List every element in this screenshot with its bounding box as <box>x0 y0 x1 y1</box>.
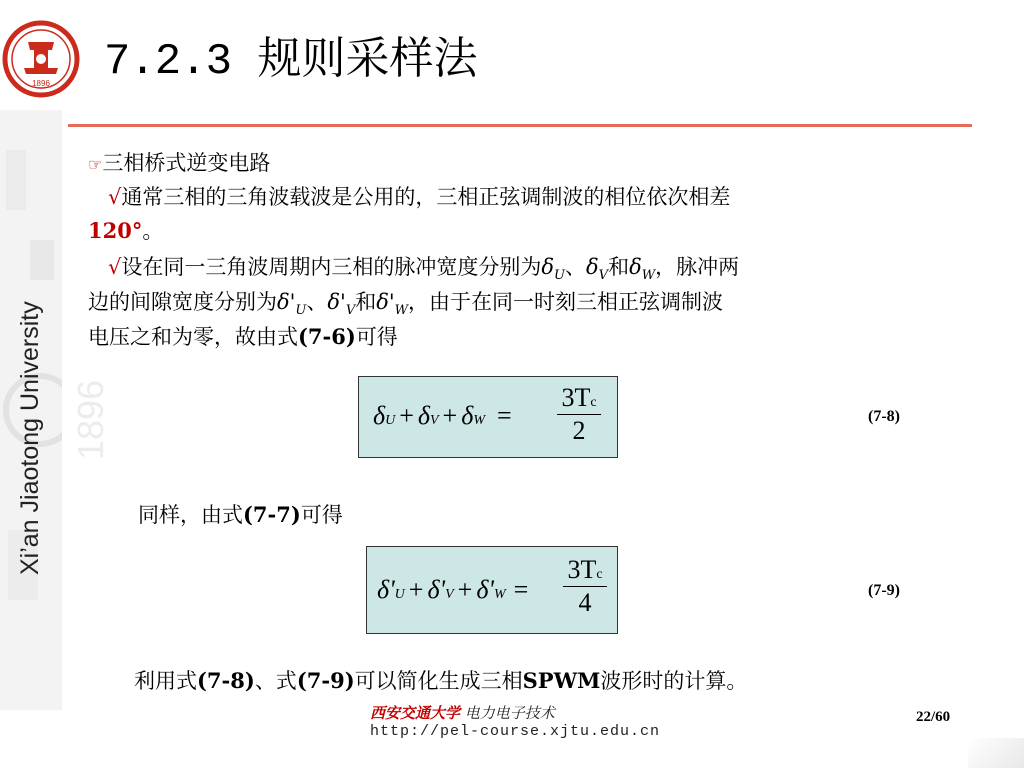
subscript-v: V <box>345 303 356 319</box>
paragraph-2-line-3 <box>88 320 398 354</box>
summary-text-a: 利用式 <box>134 669 197 693</box>
delta-prime-symbol: δ' <box>376 290 395 314</box>
subscript-u: U <box>295 303 307 319</box>
numerator-text: 3T <box>567 555 597 584</box>
delta-prime-symbol: δ' <box>327 290 346 314</box>
paragraph-1-end: 。 <box>142 219 164 243</box>
fraction-numerator <box>557 383 601 413</box>
same-text-a: 同样，由式 <box>138 503 243 527</box>
plus-sign: + <box>442 401 458 430</box>
watermark-year: 1896 <box>70 379 111 460</box>
separator: 、 <box>306 290 328 314</box>
corner-decoration <box>968 738 1024 768</box>
plus-sign: + <box>408 575 424 604</box>
spwm-term: SPWM <box>522 668 601 693</box>
delta-prime-symbol: δ' <box>427 575 446 604</box>
bullet-heading: 三相桥式逆变电路 <box>102 151 271 175</box>
pointing-hand-icon: ☞ <box>88 155 103 174</box>
same-derivation-line <box>138 498 343 532</box>
conjunction: 和 <box>608 255 630 279</box>
title-divider <box>68 124 972 127</box>
equation-reference: (7-7) <box>243 502 301 527</box>
delta-prime-symbol: δ' <box>377 575 395 604</box>
conjunction: 和 <box>355 290 377 314</box>
delta-symbol: δ <box>629 255 642 279</box>
numerator-subscript: c <box>596 567 603 582</box>
summary-text-b: 、式 <box>254 669 297 693</box>
paragraph-2-text-h: 可得 <box>355 325 398 349</box>
delta-symbol: δ <box>373 401 386 430</box>
paragraph-2-text-g: 电压之和为零，故由式 <box>88 325 298 349</box>
plus-sign: + <box>399 401 414 430</box>
fraction-numerator <box>563 555 607 585</box>
subscript-w: W <box>394 303 408 319</box>
footer-course-line <box>370 702 660 723</box>
check-icon: √ <box>108 255 122 279</box>
footer-school-name: 西安交通大学 <box>370 704 461 722</box>
subscript-v: V <box>598 268 609 284</box>
subscript-w: W <box>641 268 656 284</box>
university-name: Xi’an Jiaotong University <box>16 301 44 575</box>
fraction-bar <box>563 586 607 587</box>
paragraph-2-text-e: 边的间隙宽度分别为 <box>88 290 277 314</box>
section-number: 7.2.3 <box>104 37 232 87</box>
delta-symbol: δ <box>586 255 599 279</box>
summary-text-c: 可以简化生成三相 <box>354 669 523 693</box>
equation-label-7-9: (7-9) <box>868 582 900 599</box>
fraction-bar <box>557 414 601 415</box>
section-title: 规则采样法 <box>257 33 478 84</box>
footer-course-name: 电力电子技术 <box>464 704 555 722</box>
equation-reference: (7-8) <box>197 668 255 693</box>
subscript-w: W <box>494 587 506 602</box>
subscript-v: V <box>429 413 439 428</box>
page-title <box>104 22 478 87</box>
delta-symbol: δ <box>461 401 474 430</box>
subscript-v: V <box>445 587 454 602</box>
formula-7-8 <box>358 376 618 458</box>
formula-7-9-fraction <box>563 555 607 618</box>
delta-symbol: δ <box>541 255 555 279</box>
fraction-denominator: 2 <box>572 416 586 445</box>
separator: 、 <box>565 255 587 279</box>
equation-reference: (7-6) <box>298 324 356 349</box>
university-logo <box>2 20 80 98</box>
same-text-b: 可得 <box>300 503 343 527</box>
formula-7-8-fraction <box>557 383 601 446</box>
paragraph-2-text-d: ，脉冲两 <box>655 255 740 279</box>
plus-sign: + <box>457 575 473 604</box>
paragraph-2-text-a: 设在同一三角波周期内三相的脉冲宽度分别为 <box>121 255 542 279</box>
footer-banner <box>370 702 660 740</box>
equation-reference: (7-9) <box>296 668 355 693</box>
summary-text-d: 波形时的计算。 <box>600 669 748 693</box>
phase-angle-value: 120° <box>88 218 143 243</box>
subscript-u: U <box>394 587 405 602</box>
course-website-link[interactable]: http://pel-course.xjtu.edu.cn <box>370 723 661 740</box>
bullet-heading-line <box>88 146 270 182</box>
page-number: 22/60 <box>916 709 951 725</box>
numerator-subscript: c <box>590 395 597 410</box>
check-icon: √ <box>108 185 122 209</box>
formula-7-9 <box>366 546 618 634</box>
subscript-u: U <box>554 268 566 284</box>
summary-line <box>134 664 747 698</box>
paragraph-1-line-2 <box>88 214 163 248</box>
delta-symbol: δ <box>417 401 430 430</box>
fraction-denominator: 4 <box>578 588 592 617</box>
numerator-text: 3T <box>561 383 591 412</box>
equals-sign: = <box>513 575 529 604</box>
paragraph-1-line-1 <box>108 180 730 214</box>
equals-sign: = <box>496 401 512 430</box>
formula-7-8-lhs <box>373 401 516 431</box>
delta-prime-symbol: δ' <box>277 290 296 314</box>
subscript-u: U <box>385 413 396 428</box>
logo-year: 1896 <box>32 79 50 88</box>
paragraph-2-text-f: ，由于在同一时刻三相正弦调制波 <box>408 290 723 314</box>
formula-7-9-lhs <box>377 575 532 605</box>
subscript-w: W <box>473 413 485 428</box>
equation-label-7-8: (7-8) <box>868 408 900 425</box>
delta-prime-symbol: δ' <box>476 575 494 604</box>
paragraph-1-text: 通常三相的三角波载波是公用的，三相正弦调制波的相位依次相差 <box>121 185 731 209</box>
